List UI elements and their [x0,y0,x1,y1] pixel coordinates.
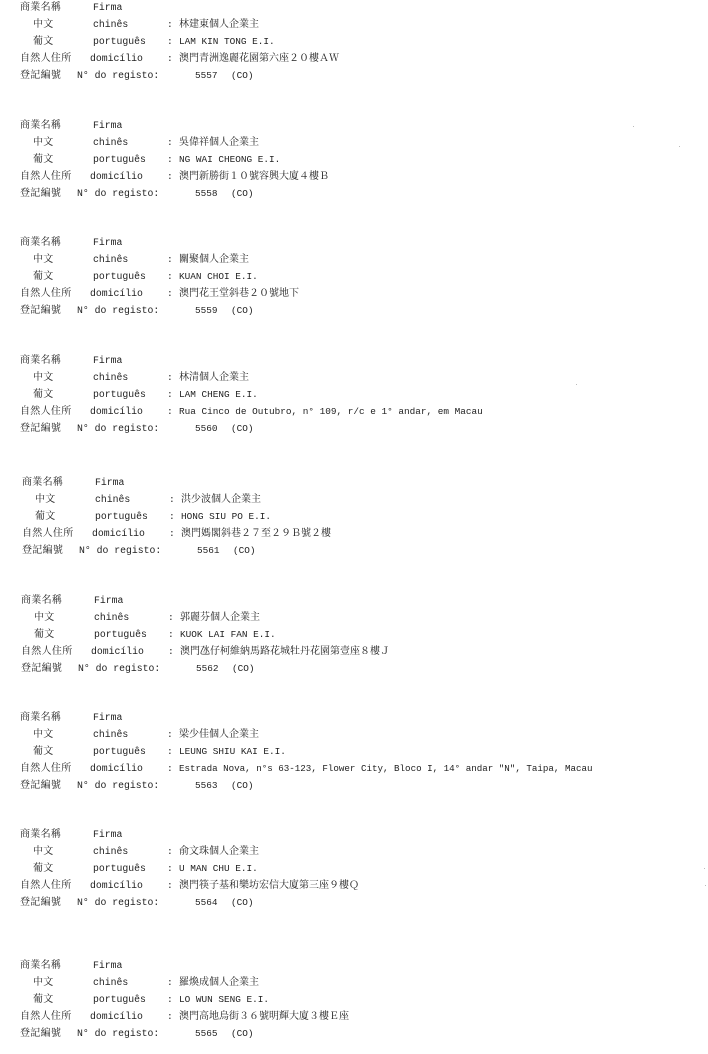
chinese-name-value: 林清個人企業主 [179,372,249,383]
scan-speck [705,885,706,886]
colon: : [167,171,173,182]
registry-label-pt: N° do registo: [77,70,160,81]
portuguese-label-zh: 葡文 [33,154,54,165]
registry-number: 5562 [196,663,219,674]
registry-number: 5563 [195,780,218,791]
registry-number: 5559 [195,305,218,316]
chinese-name-value: 林建東個人企業主 [179,19,259,30]
colon: : [167,846,173,857]
firm-label-pt: Firma [95,477,125,488]
chinese-name-value: 吳偉祥個人企業主 [179,137,259,148]
registry-label-zh: 登記編號 [20,423,62,434]
portuguese-label-pt: português [93,271,146,282]
colon: : [167,254,173,265]
registry-label-zh: 登記編號 [20,305,62,316]
colon: : [167,863,173,874]
registry-number: 5558 [195,188,218,199]
colon: : [167,53,173,64]
registry-suffix: (CO) [231,70,254,81]
colon: : [167,729,173,740]
portuguese-name-value: LEUNG SHIU KAI E.I. [179,746,286,757]
firm-label-pt: Firma [93,120,123,131]
colon: : [167,746,173,757]
chinese-label-pt: chinês [94,612,130,623]
chinese-name-value: 洪少波個人企業主 [181,494,261,505]
portuguese-label-pt: português [93,154,146,165]
domicile-label-zh: 自然人住所 [21,646,73,657]
domicile-label-zh: 自然人住所 [20,880,72,891]
domicile-label-pt: domicílio [90,763,143,774]
registry-label-zh: 登記編號 [20,897,62,908]
firm-label-zh: 商業名稱 [20,237,62,248]
portuguese-label-pt: português [93,389,146,400]
registry-suffix: (CO) [231,897,254,908]
portuguese-label-zh: 葡文 [35,511,56,522]
portuguese-label-zh: 葡文 [34,629,55,640]
chinese-name-value: 關聚個人企業主 [179,254,249,265]
chinese-label-zh: 中文 [33,977,54,988]
domicile-label-pt: domicílio [90,1011,143,1022]
portuguese-name-value: KUAN CHOI E.I. [179,271,258,282]
domicile-label-zh: 自然人住所 [20,763,72,774]
registry-label-pt: N° do registo: [77,423,160,434]
registry-suffix: (CO) [233,545,256,556]
domicile-label-pt: domicílio [91,646,144,657]
domicile-value: 澳門高地烏街３６號明輝大廈３樓Ｅ座 [179,1011,349,1022]
portuguese-label-pt: português [93,746,146,757]
chinese-name-value: 羅煥成個人企業主 [179,977,259,988]
registry-suffix: (CO) [231,188,254,199]
colon: : [169,494,175,505]
domicile-label-zh: 自然人住所 [22,528,74,539]
portuguese-label-pt: português [95,511,148,522]
registry-number: 5565 [195,1028,218,1039]
domicile-label-zh: 自然人住所 [20,288,72,299]
domicile-label-pt: domicílio [92,528,145,539]
scan-speck [704,868,705,869]
chinese-name-value: 郭麗芬個人企業主 [180,612,260,623]
firm-label-zh: 商業名稱 [20,712,62,723]
registry-label-pt: N° do registo: [77,780,160,791]
portuguese-name-value: NG WAI CHEONG E.I. [179,154,281,165]
portuguese-name-value: LO WUN SENG E.I. [179,994,270,1005]
registry-label-zh: 登記編號 [20,70,62,81]
colon: : [167,1011,173,1022]
firm-label-pt: Firma [94,595,124,606]
registry-label-zh: 登記編號 [21,663,63,674]
firm-label-zh: 商業名稱 [20,120,62,131]
registry-number: 5564 [195,897,218,908]
portuguese-name-value: HONG SIU PO E.I. [181,511,272,522]
registry-suffix: (CO) [231,423,254,434]
registry-label-zh: 登記編號 [20,188,62,199]
firm-label-pt: Firma [93,829,123,840]
colon: : [167,994,173,1005]
chinese-label-pt: chinês [93,977,129,988]
portuguese-label-zh: 葡文 [33,994,54,1005]
scan-speck [633,126,634,127]
colon: : [167,288,173,299]
portuguese-name-value: KUOK LAI FAN E.I. [180,629,276,640]
firm-label-zh: 商業名稱 [20,355,62,366]
colon: : [167,19,173,30]
firm-label-pt: Firma [93,237,123,248]
portuguese-label-zh: 葡文 [33,271,54,282]
colon: : [167,36,173,47]
registry-number: 5560 [195,423,218,434]
colon: : [169,528,175,539]
registry-label-pt: N° do registo: [77,897,160,908]
domicile-value: 澳門筷子基和樂坊宏信大廈第三座９樓Ｑ [179,880,359,891]
chinese-label-zh: 中文 [33,372,54,383]
registry-label-pt: N° do registo: [78,663,161,674]
domicile-label-zh: 自然人住所 [20,171,72,182]
domicile-label-zh: 自然人住所 [20,1011,72,1022]
domicile-value: 澳門青洲逸麗花園第六座２０樓ＡＷ [179,53,339,64]
firm-label-zh: 商業名稱 [20,960,62,971]
firm-label-zh: 商業名稱 [21,595,63,606]
portuguese-label-zh: 葡文 [33,863,54,874]
colon: : [168,646,174,657]
firm-label-zh: 商業名稱 [20,2,62,13]
domicile-value: 澳門氹仔柯維納馬路花城牡丹花園第壹座８樓Ｊ [180,646,390,657]
portuguese-name-value: LAM CHENG E.I. [179,389,258,400]
domicile-value: Rua Cinco de Outubro, n° 109, r/c e 1° andar, em Macau [179,406,483,417]
colon: : [167,137,173,148]
colon: : [169,511,175,522]
colon: : [167,880,173,891]
colon: : [167,977,173,988]
registry-suffix: (CO) [231,305,254,316]
firm-label-pt: Firma [93,960,123,971]
firm-label-zh: 商業名稱 [20,829,62,840]
chinese-label-zh: 中文 [33,846,54,857]
colon: : [167,372,173,383]
colon: : [167,389,173,400]
portuguese-label-pt: português [93,863,146,874]
chinese-label-pt: chinês [93,137,129,148]
registry-label-zh: 登記編號 [20,780,62,791]
domicile-label-pt: domicílio [90,288,143,299]
domicile-label-zh: 自然人住所 [20,406,72,417]
chinese-label-zh: 中文 [33,137,54,148]
domicile-label-pt: domicílio [90,406,143,417]
domicile-label-pt: domicílio [90,880,143,891]
firm-label-pt: Firma [93,355,123,366]
registry-suffix: (CO) [231,1028,254,1039]
chinese-label-zh: 中文 [33,254,54,265]
domicile-value: 澳門新勝街１０號容興大廈４樓Ｂ [179,171,329,182]
registry-suffix: (CO) [232,663,255,674]
colon: : [167,271,173,282]
colon: : [167,763,173,774]
chinese-label-zh: 中文 [33,729,54,740]
firm-label-zh: 商業名稱 [22,477,64,488]
portuguese-label-pt: português [93,994,146,1005]
registry-label-zh: 登記編號 [20,1028,62,1039]
portuguese-label-zh: 葡文 [33,389,54,400]
firm-label-pt: Firma [93,2,123,13]
portuguese-label-pt: português [94,629,147,640]
domicile-value: Estrada Nova, n°s 63-123, Flower City, Bloco I, 14° andar "N", Taipa, Macau [179,763,593,774]
registry-label-pt: N° do registo: [77,1028,160,1039]
chinese-label-pt: chinês [93,846,129,857]
chinese-name-value: 梁少佳個人企業主 [179,729,259,740]
domicile-value: 澳門花王堂斜巷２０號地下 [179,288,299,299]
portuguese-label-zh: 葡文 [33,36,54,47]
chinese-label-pt: chinês [95,494,131,505]
portuguese-label-pt: português [93,36,146,47]
portuguese-label-zh: 葡文 [33,746,54,757]
registry-number: 5557 [195,70,218,81]
chinese-label-zh: 中文 [34,612,55,623]
chinese-label-pt: chinês [93,372,129,383]
colon: : [167,154,173,165]
chinese-name-value: 俞文珠個人企業主 [179,846,259,857]
registry-number: 5561 [197,545,220,556]
chinese-label-zh: 中文 [33,19,54,30]
colon: : [168,629,174,640]
colon: : [168,612,174,623]
scan-speck [679,146,680,147]
chinese-label-pt: chinês [93,729,129,740]
registry-label-zh: 登記編號 [22,545,64,556]
registry-suffix: (CO) [231,780,254,791]
chinese-label-pt: chinês [93,19,129,30]
domicile-value: 澳門媽閣斜巷２７至２９Ｂ號２樓 [181,528,331,539]
portuguese-name-value: U MAN CHU E.I. [179,863,258,874]
domicile-label-zh: 自然人住所 [20,53,72,64]
domicile-label-pt: domicílio [90,53,143,64]
firm-label-pt: Firma [93,712,123,723]
portuguese-name-value: LAM KIN TONG E.I. [179,36,275,47]
registry-label-pt: N° do registo: [77,188,160,199]
registry-label-pt: N° do registo: [79,545,162,556]
registry-label-pt: N° do registo: [77,305,160,316]
scan-speck [576,384,577,385]
domicile-label-pt: domicílio [90,171,143,182]
colon: : [167,406,173,417]
chinese-label-zh: 中文 [35,494,56,505]
chinese-label-pt: chinês [93,254,129,265]
